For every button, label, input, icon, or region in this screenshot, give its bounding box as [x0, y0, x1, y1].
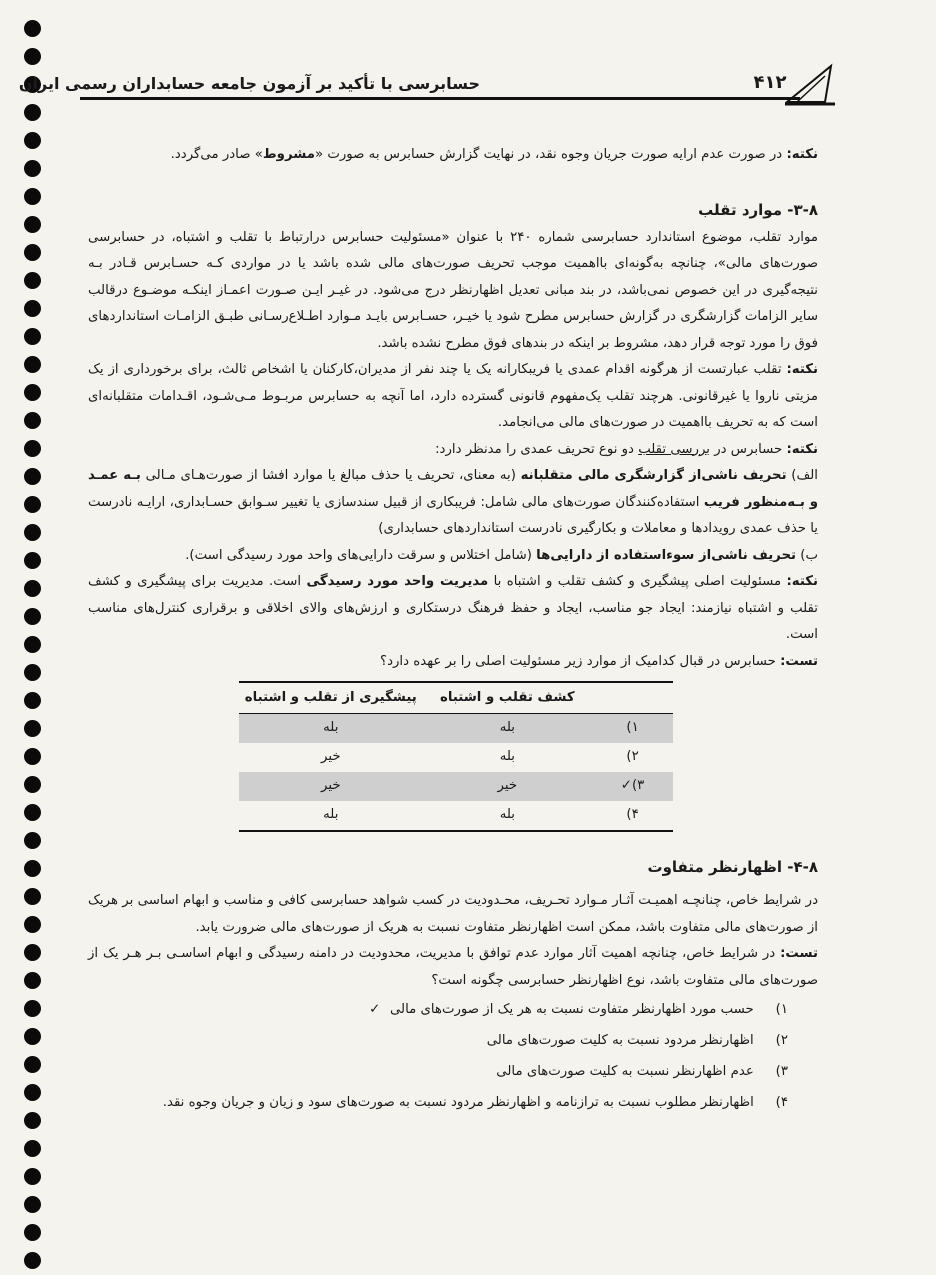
binder-hole	[24, 860, 41, 877]
item-prefix: الف)	[791, 468, 818, 483]
fraud-paragraph: موارد تقلب، موضوع استاندارد حسابرسی شماره ۲۴۰ با عنوان «مسئولیت حسابرس درارتباط با تقلب و اشتباه، در حسابرسی صورت‌های مالی»، چنانچه به‌گونه‌ای بااهمیت موجب تحریف صورت‌های مالی شده باشد یا در مواردی کـه حسـابرس قـادر بـه نتیجه‌گیری در این خصوص نمی‌باشد، در بند مبانی تعدیل اظهارنظر درج می‌شود. در غیـر ایـن صـورت اعمـاز اینکـه موضـوع درقالب سایر الزامات گزارشگری در گزارش حسابرس مطرح شود یا خیـر، حسـابرس بایـد مـوارد اطـلاع‌رسـانی طبـق الزامـات استانداردهای فوق را مورد توجه قرار دهد، مشروط بر اینکه در بندهای فوق مطرح نشده باشد.	[88, 229, 818, 351]
opinion-paragraph: در شرایط خاص، چنانچـه اهمیـت آثـار مـوارد تحـریف، محـدودیت در کسب شواهد حسابرسی کافی و مناسب و ابهام اساسی بر هریک از صورت‌های مالی متفاوت باشد، ممکن است اظهارنظر متفاوت نسبت به هریک از صورت‌های مالی ضرورت یابد.	[88, 893, 818, 935]
option-text: عدم اظهارنظر نسبت به کلیت صورت‌های مالی	[496, 1064, 754, 1079]
option-text: اظهارنظر مردود نسبت به کلیت صورت‌های مالی	[486, 1033, 754, 1048]
table-cell: خیر	[423, 772, 593, 801]
item-bold-phrase: بـه عمـد و بـه‌منظور فریب	[88, 468, 818, 510]
binder-hole	[24, 1224, 41, 1241]
table-cell: ۲)	[626, 749, 639, 765]
item-bold-title: تحریف ناشی‌از گزارشگری مالی متقلبانه	[520, 468, 787, 483]
note-fraud-definition	[88, 357, 818, 437]
binder-hole	[24, 524, 41, 541]
note-text: حسابرس در	[714, 441, 783, 457]
check-mark-icon: ✓	[369, 1002, 381, 1017]
binder-hole	[24, 104, 41, 121]
note-fraud-types	[88, 437, 818, 464]
table-header-row	[239, 682, 673, 714]
binder-hole	[24, 832, 41, 849]
binder-hole	[24, 1084, 41, 1101]
binder-hole	[24, 692, 41, 709]
note-text-end: » صادر می‌گردد.	[170, 147, 263, 162]
binder-hole	[24, 272, 41, 289]
option-number: ۱)	[775, 1002, 788, 1017]
section-title-fraud: ۳-۸- موارد تقلب	[698, 200, 818, 219]
note-text: مسئولیت اصلی پیشگیری و کشف تقلب و اشتباه با	[493, 574, 782, 589]
table-cell: بله	[423, 801, 593, 831]
binder-hole	[24, 916, 41, 933]
answer-option	[88, 1087, 788, 1118]
table-cell: بله	[423, 714, 593, 744]
note-text-end: است. مدیریت برای پیشگیری و کشف تقلب و اشتباه نیازمند: ایجاد جو مناسب، ایجاد و حفظ فرهنگ درستکاری و ارزش‌های والای اخلاقی و برقراری کنترل‌های مناسب است.	[88, 574, 818, 642]
binder-hole	[24, 1028, 41, 1045]
test-label: تست:	[780, 946, 818, 961]
binder-hole	[24, 972, 41, 989]
item-text: (شامل اختلاس و سرقت دارایی‌های واحد مورد رسیدگی است).	[185, 547, 532, 563]
table-row	[239, 743, 673, 772]
binder-hole	[24, 804, 41, 821]
item-prefix: ب)	[800, 547, 818, 563]
table-cell: ۱)	[592, 714, 673, 744]
note-responsibility	[88, 569, 818, 649]
binder-hole	[24, 1252, 41, 1269]
binder-hole	[24, 1000, 41, 1017]
binder-hole	[24, 888, 41, 905]
note-label: نکته:	[786, 574, 819, 589]
binder-hole	[24, 720, 41, 737]
test-text: در شرایط خاص، چنانچه اهمیت آثار موارد عدم توافق با مدیریت، محدودیت در دامنه رسیدگی و ابهام اساسـی بـر هـر یک از صورت‌های مالی متفاوت باشد، نوع اظهارنظر حسابرسی چگونه است؟	[88, 946, 818, 988]
binder-hole	[24, 636, 41, 653]
intro-note	[88, 142, 818, 169]
binder-hole	[24, 132, 41, 149]
table-header-cell	[592, 682, 673, 714]
test-question-1	[88, 649, 818, 676]
answer-table	[239, 681, 673, 832]
note-bold-word: مشروط	[262, 147, 315, 162]
binder-hole	[24, 384, 41, 401]
table-header-cell: پیشگیری از تقلب و اشتباه	[239, 682, 423, 714]
table-cell: بله	[499, 749, 515, 765]
answer-option	[88, 994, 788, 1025]
table-cell: خیر	[239, 772, 423, 801]
book-title: حسابرسی با تأکید بر آزمون جامعه حسابداران رسمی ایران	[18, 74, 480, 93]
underlined-phrase: بررسی تقلب	[638, 441, 710, 457]
section-title-opinion: ۴-۸- اظهارنظر متفاوت	[647, 858, 818, 876]
binder-hole	[24, 216, 41, 233]
binder-hole	[24, 1168, 41, 1185]
answer-options	[88, 994, 788, 1118]
header-rule	[80, 97, 800, 100]
binder-hole	[24, 748, 41, 765]
binder-hole	[24, 48, 41, 65]
fraud-type-a	[88, 463, 818, 543]
binder-hole	[24, 776, 41, 793]
binder-hole	[24, 356, 41, 373]
note-text: در صورت عدم ارایه صورت جریان وجوه نقد، در نهایت گزارش حسابرس به صورت «	[315, 147, 783, 162]
binder-hole	[24, 468, 41, 485]
page-header	[18, 58, 855, 108]
note-label: نکته:	[786, 147, 818, 162]
binder-hole	[24, 664, 41, 681]
binder-hole	[24, 552, 41, 569]
table-cell: بله	[239, 801, 423, 831]
note-label: نکته:	[786, 441, 818, 457]
binder-hole	[24, 20, 41, 37]
binder-hole	[24, 440, 41, 457]
item-text: (به معنای، تحریف یا حذف مبالغ یا موارد افشا از صورت‌هـای مـالی	[145, 468, 516, 483]
corner-triangle-icon	[785, 62, 835, 106]
answer-option	[88, 1025, 788, 1056]
note-text: تقلب عبارتست از هرگونه اقدام عمدی یا فریبکارانه یک یا چند نفر از مدیران،کارکنان یا اشخاص ثالث، برای برخورداری از یک مزیتی ناروا یا غیرقانونی. هرچند تقلب یک‌مفهوم قانونی گسترده دارد، اما آنچه به حسابرس مربـوط مـی‌شـود، اقـدامات متقلبانه‌ای است که به تحریف بااهمیت در صورت‌های مالی می‌انجامد.	[88, 362, 818, 430]
table-cell: بله	[239, 714, 423, 744]
table-row	[239, 801, 673, 831]
option-text: حسب مورد اظهارنظر متفاوت نسبت به هر یک از صورت‌های مالی	[389, 1002, 754, 1017]
binder-hole	[24, 188, 41, 205]
test-question-2	[88, 941, 818, 994]
page-number: ۴۱۲	[753, 72, 787, 93]
binder-hole	[24, 1112, 41, 1129]
note-label: نکته:	[786, 362, 818, 377]
binder-holes	[24, 0, 44, 1275]
binder-hole	[24, 300, 41, 317]
binder-hole	[24, 1196, 41, 1213]
test-label: تست:	[780, 653, 818, 669]
test-text: حسابرس در قبال کدامیک از موارد زیر مسئولیت اصلی را بر عهده دارد؟	[380, 653, 776, 669]
item-bold-title: تحریف ناشی‌از سوءاستفاده از دارایی‌ها	[536, 547, 797, 563]
table-row	[239, 772, 673, 801]
binder-hole	[24, 160, 41, 177]
note-bold-phrase: مدیریت واحد مورد رسیدگی	[306, 574, 489, 589]
table-cell: خیر	[321, 749, 341, 765]
option-number: ۳)	[775, 1064, 788, 1079]
table-header-cell: کشف تقلب و اشتباه	[423, 682, 593, 714]
option-number: ۲)	[775, 1033, 788, 1048]
binder-hole	[24, 244, 41, 261]
binder-hole	[24, 1056, 41, 1073]
answer-option	[88, 1056, 788, 1087]
fraud-type-b	[88, 543, 818, 570]
page-body	[88, 142, 818, 1118]
table-row	[239, 714, 673, 744]
table-cell: ۳)✓	[592, 772, 673, 801]
note-text-end: دو نوع تحریف عمدی را مدنظر دارد:	[435, 441, 634, 457]
binder-hole	[24, 1140, 41, 1157]
option-text: اظهارنظر مطلوب نسبت به ترازنامه و اظهارنظر مردود نسبت به صورت‌های سود و زیان و جریان وجوه نقد.	[162, 1095, 754, 1110]
item-text-cont: استفاده‌کنندگان صورت‌های مالی شامل: فریبکاری از قبیل سندسازی یا تغییر سـوابق حسـابداری، ارایـه نادرست یا حذف عمدی رویدادها و معاملات و بکارگیری نادرست استانداردهای حسابداری)	[88, 494, 818, 536]
binder-hole	[24, 496, 41, 513]
option-number: ۴)	[775, 1095, 788, 1110]
table-cell: ۴)	[592, 801, 673, 831]
binder-hole	[24, 944, 41, 961]
binder-hole	[24, 608, 41, 625]
binder-hole	[24, 412, 41, 429]
binder-hole	[24, 580, 41, 597]
binder-hole	[24, 328, 41, 345]
